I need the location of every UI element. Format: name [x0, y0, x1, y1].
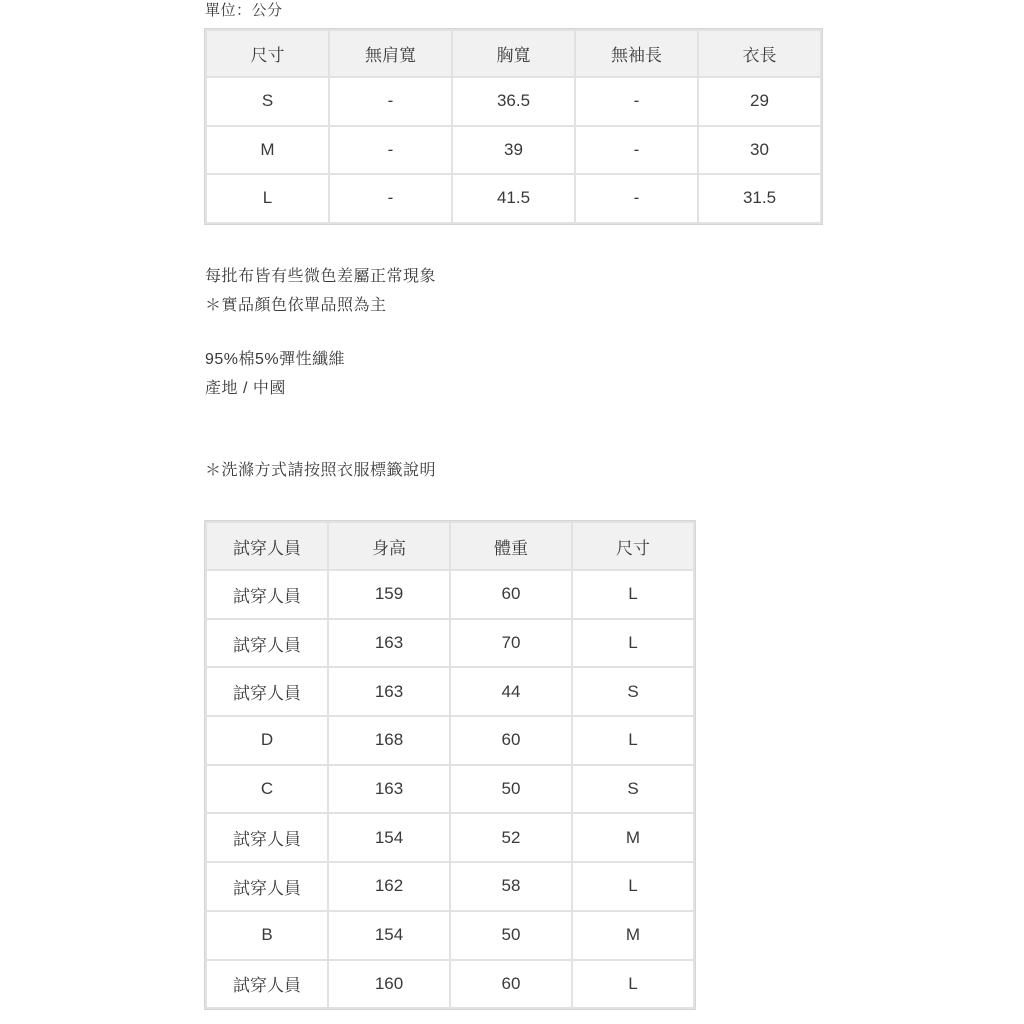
table-cell: 試穿人員 — [206, 960, 328, 1009]
header-cell: 無袖長 — [575, 30, 698, 77]
header-cell: 胸寬 — [452, 30, 575, 77]
table-cell: 163 — [328, 667, 450, 716]
table-cell: 試穿人員 — [206, 813, 328, 862]
table-cell: 163 — [328, 765, 450, 814]
table-cell: 39 — [452, 126, 575, 175]
table-cell: 163 — [328, 619, 450, 668]
size-chart-body — [206, 77, 821, 223]
size-chart-header-row — [206, 30, 821, 77]
table-cell: 154 — [328, 911, 450, 960]
color-difference-note — [205, 262, 436, 320]
table-cell: 試穿人員 — [206, 570, 328, 619]
table-row — [206, 862, 694, 911]
table-cell: 44 — [450, 667, 572, 716]
table-cell: L — [572, 862, 694, 911]
table-cell: 31.5 — [698, 174, 821, 223]
table-cell: L — [206, 174, 329, 223]
table-row — [206, 619, 694, 668]
header-cell: 試穿人員 — [206, 522, 328, 570]
color-note-line1: 每批布皆有些微色差屬正常現象 — [205, 268, 437, 285]
header-cell: 身高 — [328, 522, 450, 570]
table-cell: S — [572, 765, 694, 814]
table-cell: - — [575, 126, 698, 175]
table-cell: 60 — [450, 960, 572, 1009]
table-cell: 36.5 — [452, 77, 575, 126]
table-cell: 70 — [450, 619, 572, 668]
washing-line: ＊洗滌方式請按照衣服標籤說明 — [205, 462, 437, 479]
size-chart-table — [205, 29, 822, 224]
table-cell: - — [575, 174, 698, 223]
color-note-line2: ＊實品顏色依單品照為主 — [205, 297, 387, 314]
table-cell: L — [572, 619, 694, 668]
table-row — [206, 813, 694, 862]
table-cell: 168 — [328, 716, 450, 765]
table-cell: M — [206, 126, 329, 175]
table-cell: 154 — [328, 813, 450, 862]
table-cell: 試穿人員 — [206, 619, 328, 668]
table-cell: - — [329, 77, 452, 126]
table-cell: 41.5 — [452, 174, 575, 223]
table-row — [206, 960, 694, 1009]
header-cell: 無肩寬 — [329, 30, 452, 77]
table-cell: S — [572, 667, 694, 716]
table-cell: M — [572, 911, 694, 960]
header-cell: 體重 — [450, 522, 572, 570]
table-cell: 50 — [450, 765, 572, 814]
table-cell: 60 — [450, 716, 572, 765]
material-line: 95%棉5%彈性纖維 — [205, 351, 346, 368]
table-cell: D — [206, 716, 328, 765]
table-row — [206, 174, 821, 223]
table-row — [206, 765, 694, 814]
table-cell: 50 — [450, 911, 572, 960]
table-cell: L — [572, 960, 694, 1009]
table-row — [206, 126, 821, 175]
table-cell: 試穿人員 — [206, 862, 328, 911]
table-row — [206, 77, 821, 126]
table-cell: 30 — [698, 126, 821, 175]
table-cell: 試穿人員 — [206, 667, 328, 716]
table-cell: S — [206, 77, 329, 126]
header-cell: 尺寸 — [572, 522, 694, 570]
table-cell: 29 — [698, 77, 821, 126]
table-cell: - — [329, 174, 452, 223]
origin-line: 產地 / 中國 — [205, 380, 286, 397]
header-cell: 尺寸 — [206, 30, 329, 77]
table-cell: 160 — [328, 960, 450, 1009]
table-cell: 159 — [328, 570, 450, 619]
fitting-staff-table — [205, 521, 695, 1009]
fitting-table-header-row — [206, 522, 694, 570]
table-cell: C — [206, 765, 328, 814]
table-cell: - — [575, 77, 698, 126]
table-cell: L — [572, 716, 694, 765]
table-cell: L — [572, 570, 694, 619]
table-row — [206, 716, 694, 765]
table-cell: B — [206, 911, 328, 960]
unit-label: 單位：公分 — [205, 2, 283, 19]
table-row — [206, 911, 694, 960]
table-row — [206, 667, 694, 716]
washing-instruction-note — [205, 461, 436, 480]
fitting-table-body — [206, 570, 694, 1008]
table-cell: 162 — [328, 862, 450, 911]
table-cell: M — [572, 813, 694, 862]
table-cell: - — [329, 126, 452, 175]
header-cell: 衣長 — [698, 30, 821, 77]
table-row — [206, 570, 694, 619]
table-cell: 60 — [450, 570, 572, 619]
table-cell: 52 — [450, 813, 572, 862]
table-cell: 58 — [450, 862, 572, 911]
material-origin-note — [205, 345, 345, 403]
